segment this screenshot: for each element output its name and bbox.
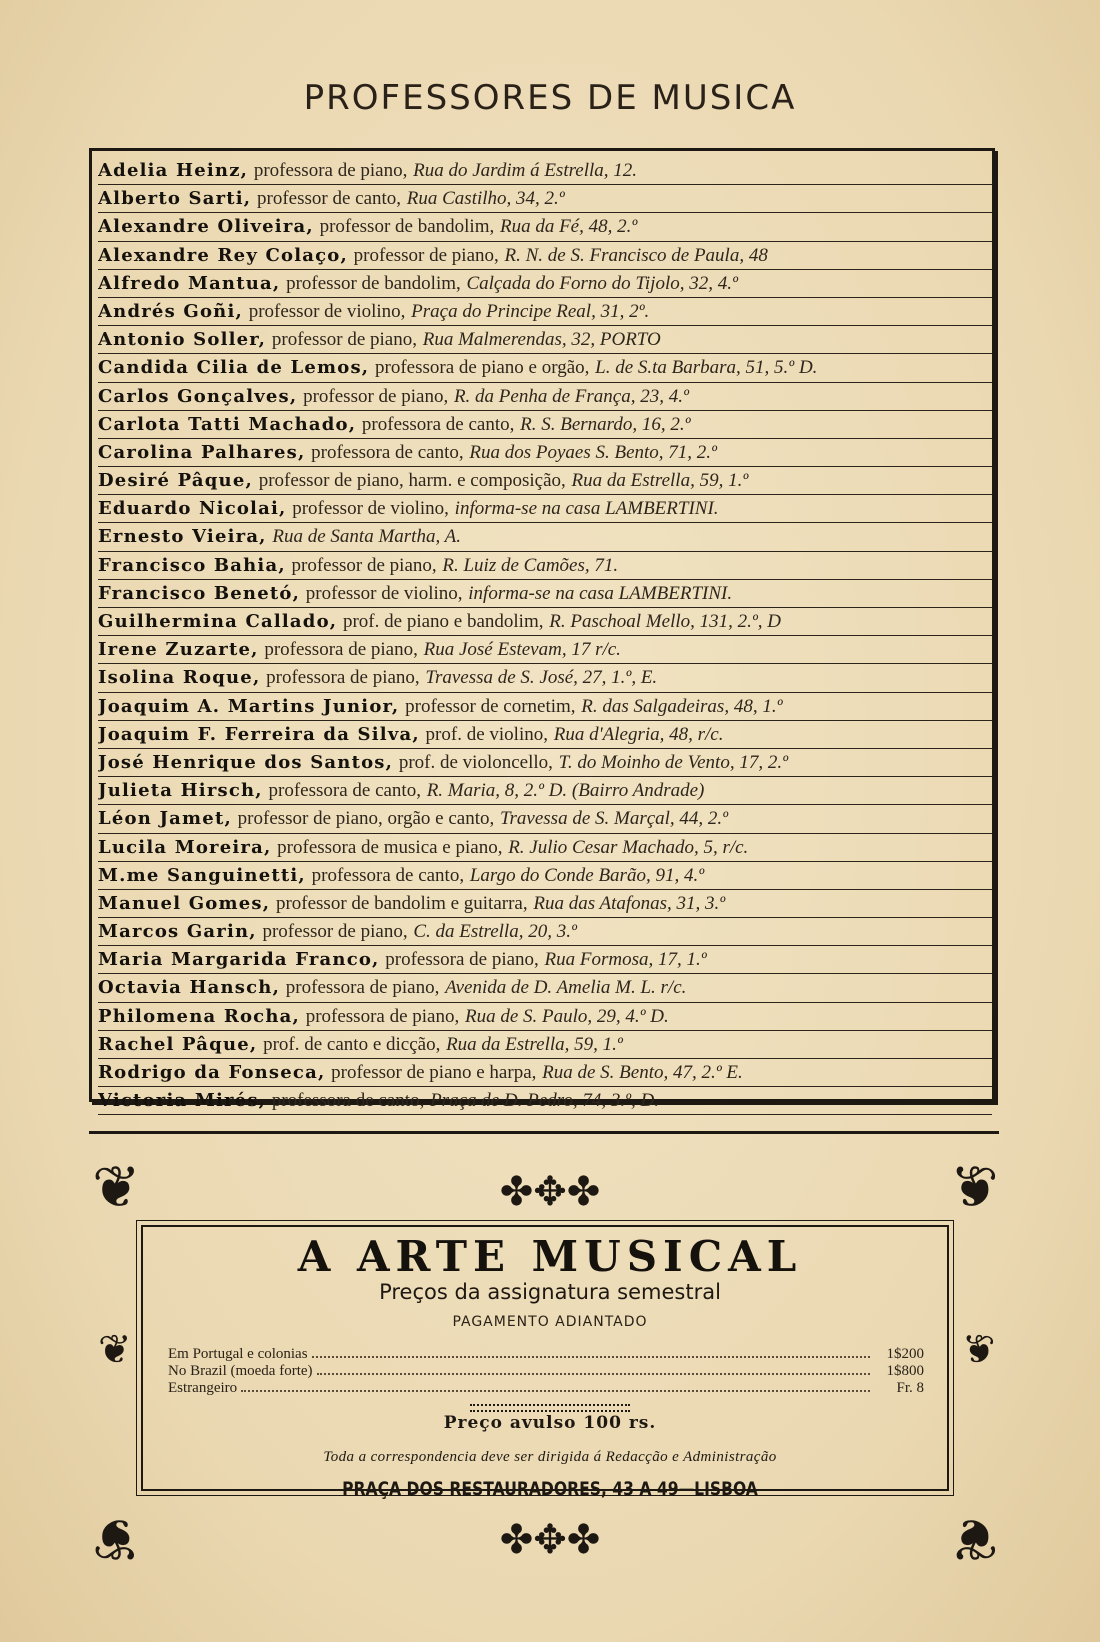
teacher-name: Rodrigo da Fonseca,: [98, 1062, 326, 1083]
teacher-role: professora de piano,: [285, 977, 440, 999]
teacher-name: M.me Sanguinetti,: [98, 864, 306, 886]
price-label: Estrangeiro: [168, 1380, 238, 1396]
corner-scroll-bottom-left-icon: ❦: [92, 1505, 141, 1573]
directory-entry: [98, 580, 992, 608]
teacher-name: Isolina Roque,: [98, 667, 261, 689]
teacher-role: professor de bandolim e guitarra,: [275, 892, 528, 914]
teacher-address: R. da Penha de França, 23, 4.º: [453, 385, 689, 407]
teacher-name: Philomena Rocha,: [98, 1005, 300, 1027]
dotted-divider: [470, 1404, 630, 1412]
teacher-address: R. Luiz de Camões, 71.: [442, 554, 619, 576]
teacher-name: José Henrique dos Santos,: [98, 751, 394, 773]
directory-entry: [98, 918, 992, 946]
directory-entry: [98, 974, 992, 1002]
teacher-name: Francisco Bahia,: [98, 554, 286, 576]
teacher-role: professora de canto,: [268, 780, 421, 802]
teacher-role: professora de musica e piano,: [277, 836, 503, 858]
teacher-address: Rua de Santa Martha, A.: [272, 526, 461, 548]
directory-entry: [98, 1031, 992, 1059]
teacher-name: Desiré Pâque,: [98, 470, 253, 492]
teacher-address: R. S. Bernardo, 16, 2.º: [520, 413, 691, 435]
teacher-name: Candida Cilia de Lemos,: [98, 357, 370, 379]
teacher-address: Praça de D. Pedro, 74, 3.º, D.: [430, 1090, 659, 1112]
teacher-address: R. Paschoal Mello, 131, 2.º, D: [549, 611, 781, 632]
teacher-name: Victoria Mirés,: [98, 1090, 267, 1112]
directory-entry: [98, 354, 992, 382]
teacher-role: professor de piano e harpa,: [331, 1062, 537, 1083]
teacher-name: Eduardo Nicolai,: [98, 498, 287, 520]
teacher-name: Antonio Soller,: [98, 329, 267, 351]
ad-payment-note: PAGAMENTO ADIANTADO: [452, 1314, 648, 1330]
directory-entry: [98, 298, 992, 326]
section-divider: [89, 1131, 999, 1134]
directory-entry: [98, 242, 992, 270]
directory-entry: [98, 664, 992, 692]
teacher-role: professor de piano,: [291, 554, 437, 576]
dot-leader: [312, 1356, 870, 1358]
price-row: [168, 1380, 924, 1397]
teacher-address: Rua da Estrella, 59, 1.º: [571, 470, 749, 492]
directory-entry: [98, 636, 992, 664]
teacher-name: Adelia Heinz,: [98, 160, 249, 181]
teacher-role: professora de piano,: [253, 160, 408, 181]
teacher-role: professor de violino,: [292, 498, 449, 520]
teacher-name: Carolina Palhares,: [98, 441, 306, 463]
teacher-role: professor de piano,: [303, 385, 449, 407]
teacher-name: Octavia Hansch,: [98, 977, 281, 999]
teacher-address: R. Julio Cesar Machado, 5, r/c.: [508, 836, 749, 858]
teacher-name: Léon Jamet,: [98, 808, 232, 830]
teacher-address: Rua Malmerendas, 32, PORTO: [422, 329, 661, 351]
teacher-address: C. da Estrella, 20, 3.º: [413, 921, 577, 943]
price-amount: 1$800: [886, 1363, 924, 1379]
teacher-address: L. de S.ta Barbara, 51, 5.º D.: [595, 357, 818, 379]
teacher-address: R. N. de S. Francisco de Paula, 48: [504, 244, 768, 266]
directory-entry: [98, 467, 992, 495]
directory-entry: [98, 805, 992, 833]
directory-table: [89, 148, 995, 1112]
teacher-address: Rua José Estevam, 17 r/c.: [423, 639, 621, 661]
teacher-address: Rua do Jardim á Estrella, 12.: [413, 160, 638, 181]
ad-title: A ARTE MUSICAL: [297, 1232, 803, 1281]
correspondence-note: Toda a correspondencia deve ser dirigida á Redacção e Administração: [323, 1449, 777, 1465]
teacher-role: prof. de violino,: [425, 723, 548, 745]
page-title: PROFESSORES DE MUSICA: [303, 78, 797, 118]
teacher-address: Largo do Conde Barão, 91, 4.º: [469, 864, 705, 886]
directory-entry: [98, 326, 992, 354]
corner-scroll-top-right-icon: ❦: [950, 1153, 999, 1221]
teacher-role: professora de canto,: [311, 864, 465, 886]
directory-entry: [98, 721, 992, 749]
teacher-name: Francisco Benetó,: [98, 582, 301, 604]
dot-leader: [241, 1390, 870, 1392]
price-list: [168, 1346, 924, 1397]
teacher-address: Rua da Fé, 48, 2.º: [499, 216, 638, 238]
teacher-role: professor de piano, orgão e canto,: [237, 808, 495, 830]
directory-entry: [98, 749, 992, 777]
teacher-name: Alberto Sarti,: [98, 188, 252, 210]
price-row: [168, 1346, 924, 1363]
teacher-name: Manuel Gomes,: [98, 892, 271, 914]
teacher-role: professor de piano, harm. e composição,: [258, 470, 566, 492]
directory-entry: [98, 777, 992, 805]
teacher-role: professora de piano,: [385, 949, 539, 971]
teacher-address: Travessa de S. José, 27, 1.º, E.: [425, 667, 658, 689]
teacher-name: Ernesto Vieira,: [98, 526, 267, 548]
teacher-role: professor de violino,: [305, 582, 463, 604]
directory-entry: [98, 185, 992, 213]
teacher-address: Avenida de D. Amelia M. L. r/c.: [445, 977, 687, 999]
teacher-name: Alfredo Mantua,: [98, 272, 281, 294]
teacher-name: Carlota Tatti Machado,: [98, 413, 357, 435]
side-scroll-left-icon: ❦: [98, 1327, 132, 1373]
directory-entry: [98, 439, 992, 467]
directory-entry: [98, 1003, 992, 1031]
directory-entry: [98, 862, 992, 890]
top-center-ornament-icon: ✤✥✤: [499, 1169, 601, 1215]
teacher-address: R. Maria, 8, 2.º D. (Bairro Andrade): [426, 780, 705, 802]
teacher-role: prof. de piano e bandolim,: [342, 611, 544, 632]
teacher-role: prof. de violoncello,: [398, 751, 553, 773]
teacher-role: professor de piano,: [262, 921, 408, 943]
directory-entry: [98, 1087, 992, 1115]
ad-subtitle: Preços da assignatura semestral: [379, 1280, 721, 1304]
price-label: No Brazil (moeda forte): [168, 1363, 313, 1379]
corner-scroll-bottom-right-icon: ❦: [950, 1505, 999, 1573]
teacher-role: professora de piano e orgão,: [375, 357, 590, 379]
directory-entry: [98, 523, 992, 551]
directory-entry: [98, 1059, 992, 1087]
directory-entry: [98, 270, 992, 298]
teacher-address: Rua das Atafonas, 31, 3.º: [533, 892, 726, 914]
teacher-address: informa-se na casa LAMBERTINI.: [468, 582, 733, 604]
directory-entry: [98, 552, 992, 580]
teacher-address: Travessa de S. Marçal, 44, 2.º: [500, 808, 729, 830]
directory-entry: [98, 693, 992, 721]
directory-entry: [98, 608, 992, 636]
teacher-role: professora de piano,: [264, 639, 418, 661]
directory-entry: [98, 383, 992, 411]
directory-entry: [98, 157, 992, 185]
teacher-address: Rua Formosa, 17, 1.º: [544, 949, 707, 971]
teacher-name: Irene Zuzarte,: [98, 639, 259, 661]
teacher-role: professora de piano,: [305, 1005, 460, 1027]
directory-entry: [98, 946, 992, 974]
teacher-name: Joaquim F. Ferreira da Silva,: [98, 723, 420, 745]
teacher-address: T. do Moinho de Vento, 17, 2.º: [558, 751, 788, 773]
teacher-role: professor de piano,: [353, 244, 499, 266]
price-amount: 1$200: [886, 1346, 924, 1362]
price-label: Em Portugal e colonias: [168, 1346, 308, 1362]
teacher-role: professora de canto,: [311, 441, 464, 463]
teacher-role: professora de canto,: [271, 1090, 425, 1112]
teacher-name: Lucila Moreira,: [98, 836, 272, 858]
corner-scroll-top-left-icon: ❦: [92, 1153, 141, 1221]
directory-entry: [98, 213, 992, 241]
directory-entry: [98, 834, 992, 862]
teacher-name: Julieta Hirsch,: [98, 780, 263, 802]
teacher-name: Marcos Garin,: [98, 921, 257, 943]
teacher-role: professora de piano,: [266, 667, 420, 689]
teacher-role: professor de bandolim,: [319, 216, 495, 238]
directory-entry: [98, 411, 992, 439]
teacher-address: Rua de S. Bento, 47, 2.º E.: [542, 1062, 743, 1083]
teacher-role: professora de canto,: [361, 413, 515, 435]
teacher-name: Carlos Gonçalves,: [98, 385, 298, 407]
teacher-name: Alexandre Rey Colaço,: [98, 244, 348, 266]
dot-leader: [317, 1373, 870, 1375]
teacher-name: Andrés Goñi,: [98, 300, 243, 322]
teacher-address: Rua da Estrella, 59, 1.º: [446, 1033, 623, 1055]
publisher-address: PRAÇA DOS RESTAURADORES, 43 A 49—LISBOA: [342, 1478, 758, 1500]
bottom-center-ornament-icon: ✤✥✤: [499, 1517, 601, 1563]
directory-entry: [98, 495, 992, 523]
teacher-role: professor de violino,: [248, 300, 406, 322]
directory-entry: [98, 890, 992, 918]
teacher-name: Maria Margarida Franco,: [98, 949, 380, 971]
price-amount: Fr. 8: [896, 1380, 924, 1396]
teacher-address: Rua de S. Paulo, 29, 4.º D.: [464, 1005, 669, 1027]
single-issue-price: Preço avulso 100 rs.: [443, 1413, 657, 1433]
teacher-role: professor de canto,: [257, 188, 402, 210]
teacher-role: professor de piano,: [271, 329, 417, 351]
teacher-address: Rua d'Alegria, 48, r/c.: [553, 723, 724, 745]
teacher-address: Praça do Principe Real, 31, 2º.: [411, 300, 650, 322]
teacher-role: professor de bandolim,: [286, 272, 461, 294]
side-scroll-right-icon: ❦: [962, 1327, 996, 1373]
teacher-address: Rua Castilho, 34, 2.º: [406, 188, 565, 210]
teacher-address: informa-se na casa LAMBERTINI.: [454, 498, 719, 520]
price-row: [168, 1363, 924, 1380]
teacher-name: Joaquim A. Martins Junior,: [98, 695, 400, 717]
teacher-address: Rua dos Poyaes S. Bento, 71, 2.º: [469, 441, 717, 463]
teacher-name: Alexandre Oliveira,: [98, 216, 314, 238]
teacher-name: Rachel Pâque,: [98, 1033, 258, 1055]
teacher-role: prof. de canto e dicção,: [263, 1033, 441, 1055]
teacher-address: Calçada do Forno do Tijolo, 32, 4.º: [466, 272, 738, 294]
teacher-name: Guilhermina Callado,: [98, 611, 338, 632]
teacher-address: R. das Salgadeiras, 48, 1.º: [581, 695, 783, 717]
teacher-role: professor de cornetim,: [405, 695, 576, 717]
